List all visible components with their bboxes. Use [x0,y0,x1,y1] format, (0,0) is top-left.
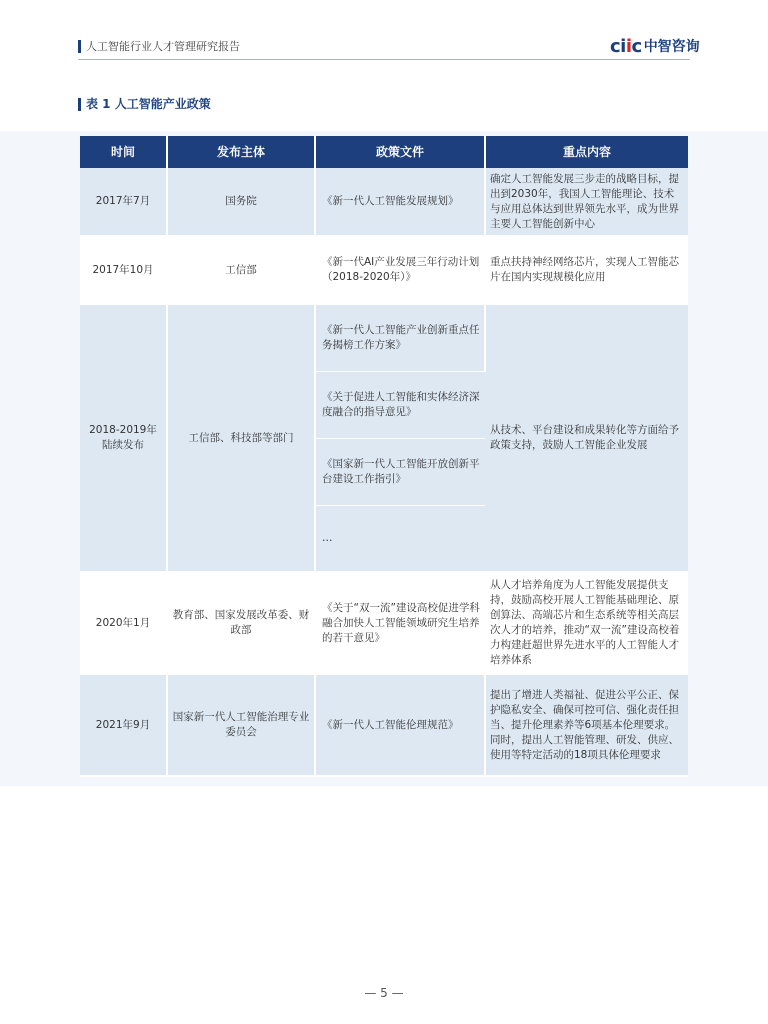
table-title: 表 1 人工智能产业政策 [86,97,211,111]
header-time: 时间 [80,136,167,168]
cell-time: 2018-2019年陆续发布 [80,304,167,572]
cell-policy: 《关于“双一流”建设高校促进学科融合加快人工智能领域研究生培养的若干意见》 [315,572,485,674]
cell-time: 2021年9月 [80,674,167,776]
cell-time: 2017年7月 [80,168,167,236]
table-row [80,304,688,371]
company-logo [610,36,700,56]
table-row [80,168,688,236]
header-divider [78,59,690,60]
cell-policy: 《新一代人工智能产业创新重点任务揭榜工作方案》 [315,304,485,371]
cell-content: 提出了增进人类福祉、促进公平公正、保护隐私安全、确保可控可信、强化责任担当、提升伦理素养等6项基本伦理要求。同时，提出人工智能管理、研发、供应、使用等特定活动的18项具体伦理要求 [485,674,688,776]
cell-content: 重点扶持神经网络芯片，实现人工智能芯片在国内实现规模化应用 [485,236,688,304]
cell-policy: 《国家新一代人工智能开放创新平台建设工作指引》 [315,438,485,505]
page-number: — 5 — [364,986,404,1000]
cell-policy: … [315,505,485,572]
cell-policy: 《新一代人工智能伦理规范》 [315,674,485,776]
cell-issuer: 国务院 [167,168,315,236]
cell-issuer: 教育部、国家发展改革委、财政部 [167,572,315,674]
logo-chinese-text: 中智咨询 [643,39,700,55]
header-accent-bar [78,40,81,53]
table-row [80,674,688,776]
cell-issuer: 工信部、科技部等部门 [167,304,315,572]
cell-time: 2017年10月 [80,236,167,304]
cell-content: 确定人工智能发展三步走的战略目标，提出到2030年，我国人工智能理论、技术与应用总体达到世界领先水平，成为世界主要人工智能创新中心 [485,168,688,236]
table-header-row [80,136,688,168]
cell-content: 从技术、平台建设和成果转化等方面给予政策支持，鼓励人工智能企业发展 [485,304,688,572]
table-title-accent-bar [78,98,81,111]
header-policy: 政策文件 [315,136,485,168]
header-issuer: 发布主体 [167,136,315,168]
cell-policy: 《关于促进人工智能和实体经济深度融合的指导意见》 [315,371,485,438]
cell-policy: 《新一代AI产业发展三年行动计划（2018-2020年）》 [315,236,485,304]
cell-issuer: 国家新一代人工智能治理专业委员会 [167,674,315,776]
cell-time: 2020年1月 [80,572,167,674]
cell-content: 从人才培养角度为人工智能发展提供支持，鼓励高校开展人工智能基础理论、原创算法、高端芯片和生态系统等相关高层次人才的培养，推动“双一流”建设高校着力构建赶超世界先进水平的人工智能人才培养体系 [485,572,688,674]
cell-issuer: 工信部 [167,236,315,304]
header-content: 重点内容 [485,136,688,168]
table-row [80,572,688,674]
policy-table [80,136,688,777]
cell-policy: 《新一代人工智能发展规划》 [315,168,485,236]
report-title: 人工智能行业人才管理研究报告 [86,40,240,53]
logo-latin-text: ciic [610,35,642,57]
table-row [80,236,688,304]
